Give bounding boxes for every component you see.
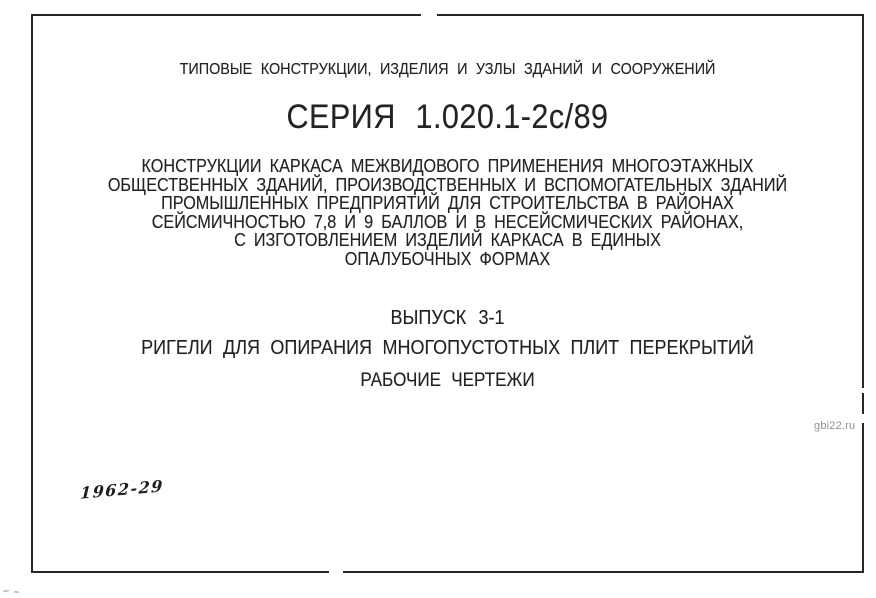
border-scan-gap (329, 569, 343, 574)
description-line: ОБЩЕСТВЕННЫХ ЗДАНИЙ, ПРОИЗВОДСТВЕННЫХ И ВСПОМОГАТЕЛЬНЫХ ЗДАНИЙ (107, 174, 788, 195)
description-line: КОНСТРУКЦИИ КАРКАСА МЕЖВИДОВОГО ПРИМЕНЕНИЯ МНОГОЭТАЖНЫХ (141, 156, 754, 176)
description-line: СЕЙСМИЧНОСТЬЮ 7,8 И 9 БАЛЛОВ И В НЕСЕЙСМИЧЕСКИХ РАЙОНАХ, (151, 211, 744, 232)
series-title: СЕРИЯ 1.020.1-2с/89 (286, 98, 609, 136)
description-line: С ИЗГОТОВЛЕНИЕМ ИЗДЕЛИЙ КАРКАСА В ЕДИНЫХ (234, 230, 661, 250)
scan-speck (3, 590, 9, 593)
category-header: ТИПОВЫЕ КОНСТРУКЦИИ, ИЗДЕЛИЯ И УЗЛЫ ЗДАНИЙ И СООРУЖЕНИЙ (179, 61, 716, 78)
border-scan-gap (860, 414, 865, 423)
handwritten-inventory-number: 1962-29 (79, 476, 165, 503)
scan-speck (14, 591, 19, 593)
issue-subject: РИГЕЛИ ДЛЯ ОПИРАНИЯ МНОГОПУСТОТНЫХ ПЛИТ ПЕРЕКРЫТИЙ (141, 337, 754, 359)
description-line: ОПАЛУБОЧНЫХ ФОРМАХ (344, 248, 551, 269)
site-watermark: gbi22.ru (814, 420, 856, 432)
border-scan-gap (421, 13, 437, 18)
document-type: РАБОЧИЕ ЧЕРТЕЖИ (360, 370, 535, 391)
issue-number: ВЫПУСК 3-1 (390, 307, 505, 329)
description-line: ПРОМЫШЛЕННЫХ ПРЕДПРИЯТИЙ ДЛЯ СТРОИТЕЛЬСТВА В РАЙОНАХ (161, 193, 734, 213)
border-scan-gap (860, 388, 865, 393)
